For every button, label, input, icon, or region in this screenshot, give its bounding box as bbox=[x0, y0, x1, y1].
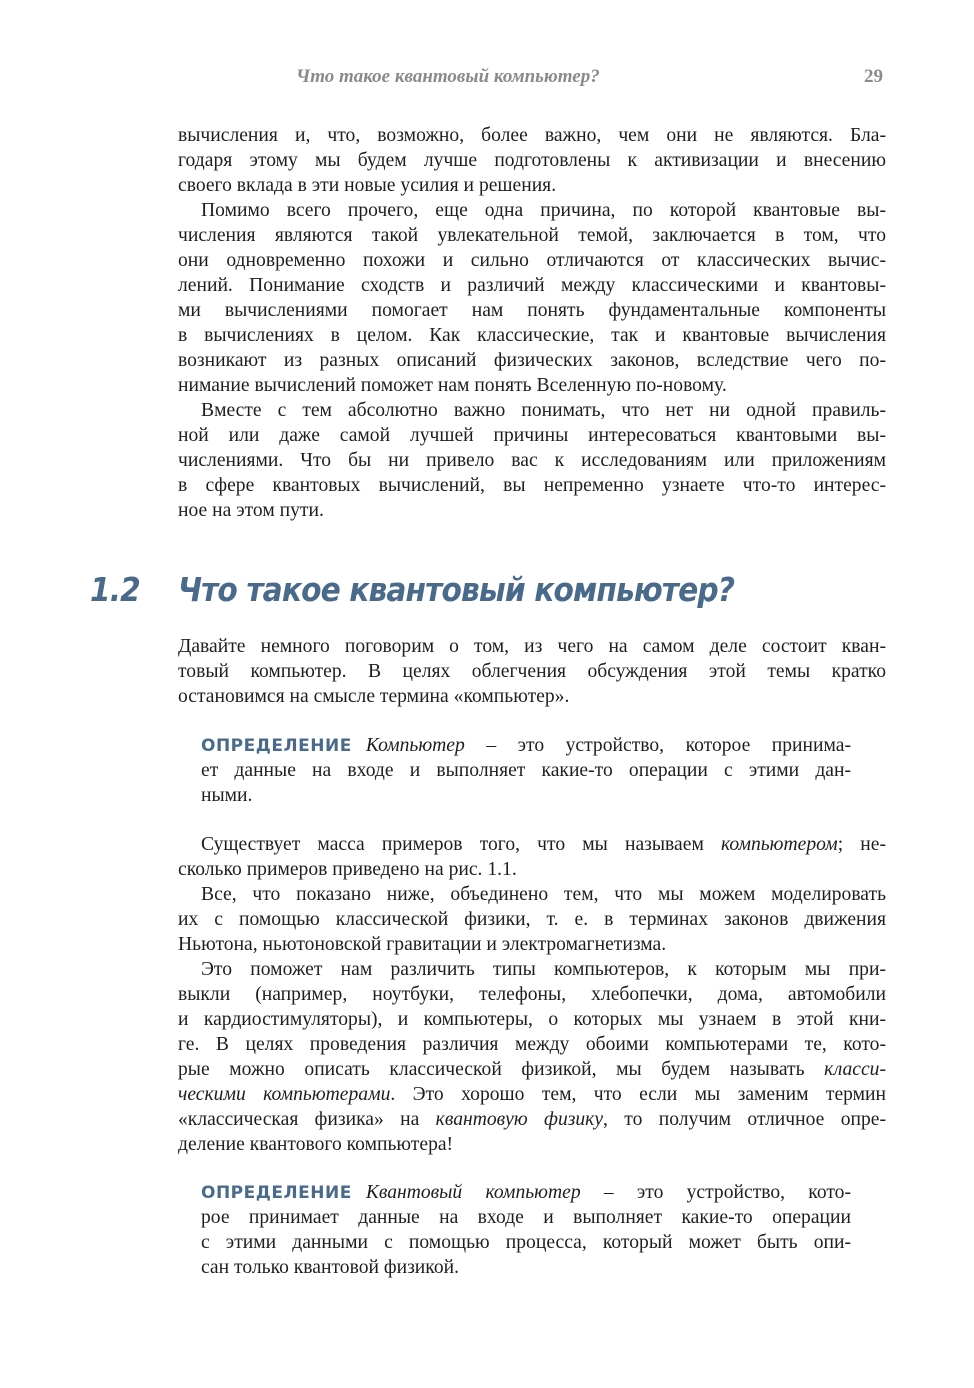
text-line: выкли (например, ноутбуки, телефоны, хлебопечки, дома, автомобили bbox=[178, 984, 886, 1005]
section-number: 1.2 bbox=[90, 570, 140, 609]
text-line: годаря этому мы будем лучше подготовлены к активизации и внесению bbox=[178, 150, 886, 171]
page-number: 29 bbox=[864, 66, 883, 87]
text: – это устройство, кото- bbox=[580, 1182, 851, 1203]
text-line: Ньютона, ньютоновской гравитации и электромагнетизма. bbox=[178, 934, 667, 955]
text-line: лений. Понимание сходств и различий между классическими и квантовы- bbox=[178, 275, 886, 296]
text-line: числениями. Что бы ни привело вас к исследованиям или приложениям bbox=[178, 450, 886, 471]
text-line: Вместе с тем абсолютно важно понимать, что нет ни одной правиль- bbox=[201, 400, 886, 421]
italic-text: класси- bbox=[824, 1059, 886, 1080]
text: рые можно описать классической физикой, мы будем называть bbox=[178, 1059, 825, 1080]
text-line: их с помощью классической физики, т. е. в терминах законов движения bbox=[178, 909, 886, 930]
definition-label: ОПРЕДЕЛЕНИЕ bbox=[201, 736, 352, 756]
text-line: своего вклада в эти новые усилия и решения. bbox=[178, 175, 557, 196]
text-line: сан только квантовой физикой. bbox=[201, 1257, 459, 1278]
section-title: Что такое квантовый компьютер? bbox=[178, 570, 735, 609]
text-line: Это поможет нам различить типы компьютеров, к которым мы при- bbox=[201, 959, 886, 980]
text-line: ными. bbox=[201, 785, 253, 806]
italic-text: ческими компьютерами bbox=[178, 1084, 391, 1105]
body-text-bottom bbox=[178, 832, 886, 1157]
text-line: в сфере квантовых вычислений, вы непременно узнаете что-то интерес- bbox=[178, 475, 886, 496]
text-line: они одновременно похожи и сильно отличаются от классических вычис- bbox=[178, 250, 886, 271]
definition-label: ОПРЕДЕЛЕНИЕ bbox=[201, 1183, 352, 1203]
text-line: Давайте немного поговорим о том, из чего на самом деле состоит кван- bbox=[178, 636, 886, 657]
text-line: ми вычислениями помогает нам понять фундаментальные компоненты bbox=[178, 300, 886, 321]
text-line: нимание вычислений поможет нам понять Вселенную по-новому. bbox=[178, 375, 727, 396]
text: – это устройство, которое принима- bbox=[464, 735, 851, 756]
text-line: товый компьютер. В целях облегчения обсуждения этой темы кратко bbox=[178, 661, 886, 682]
text-line: деление квантового компьютера! bbox=[178, 1134, 454, 1155]
text-line: вычисления и, что, возможно, более важно, чем они не являются. Бла- bbox=[178, 125, 886, 146]
italic-text: квантовую физику bbox=[435, 1109, 604, 1130]
intro-paragraph bbox=[178, 634, 886, 709]
text-line: рое принимает данные на входе и выполняет какие-то операции bbox=[201, 1207, 851, 1228]
text-line: с этими данными с помощью процесса, который может быть опи- bbox=[201, 1232, 851, 1253]
text-line: остановимся на смысле термина «компьютер». bbox=[178, 686, 570, 707]
text: ; не- bbox=[837, 834, 886, 855]
text-line: ной или даже самой лучшей причины интересоваться квантовыми вы- bbox=[178, 425, 886, 446]
running-header-title: Что такое квантовый компьютер? bbox=[296, 66, 600, 87]
text-line: Помимо всего прочего, еще одна причина, по которой квантовые вы- bbox=[201, 200, 886, 221]
definition-quantum-computer bbox=[201, 1180, 851, 1280]
definition-term: Квантовый компьютер bbox=[365, 1182, 581, 1203]
text-line: возникают из разных описаний физических законов, вследствие чего по- bbox=[178, 350, 886, 371]
text-line: Все, что показано ниже, объединено тем, что мы можем моделировать bbox=[201, 884, 886, 905]
text: «классическая физика» на bbox=[178, 1109, 436, 1130]
text-line: в вычислениях в целом. Как классические, так и квантовые вычисления bbox=[178, 325, 886, 346]
text-line: ное на этом пути. bbox=[178, 500, 324, 521]
body-text-top bbox=[178, 123, 886, 523]
text-line: ет данные на входе и выполняет какие-то операции с этими дан- bbox=[201, 760, 851, 781]
text: . Это хорошо тем, что если мы заменим термин bbox=[390, 1084, 887, 1105]
text-line: и кардиостимуляторы), и компьютеры, о которых мы узнаем в этой кни- bbox=[178, 1009, 886, 1030]
text: , то получим отличное опре- bbox=[603, 1109, 886, 1130]
text-line: ге. В целях проведения различия между обоими компьютерами те, кото- bbox=[178, 1034, 886, 1055]
text-line: числения являются такой увлекательной темой, заключается в том, что bbox=[178, 225, 886, 246]
definition-computer bbox=[201, 733, 851, 808]
italic-text: компьютером bbox=[720, 834, 838, 855]
definition-term: Компьютер bbox=[365, 735, 465, 756]
text: Существует масса примеров того, что мы называем bbox=[201, 834, 721, 855]
text-line: сколько примеров приведено на рис. 1.1. bbox=[178, 859, 517, 880]
